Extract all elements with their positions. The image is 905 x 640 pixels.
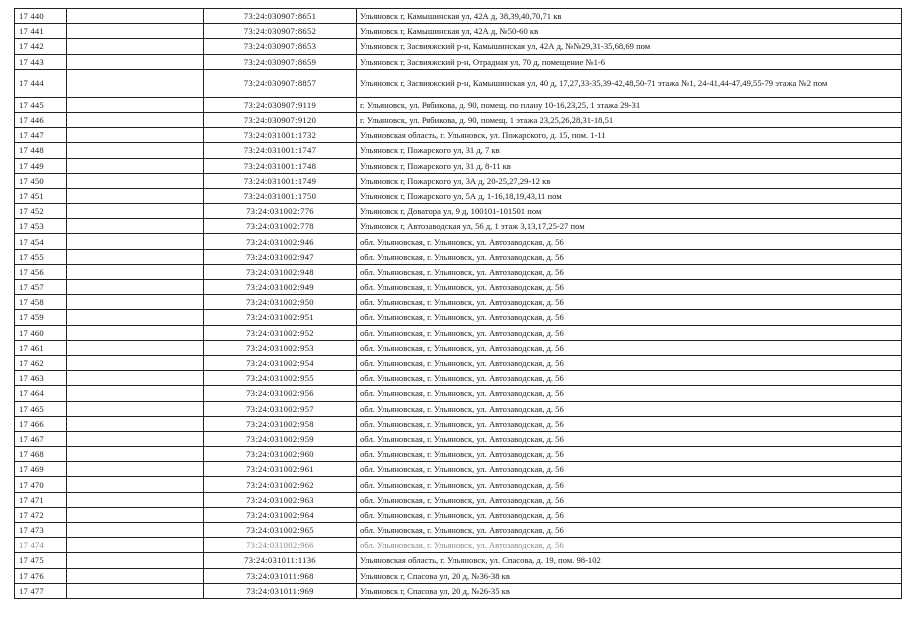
table-row <box>15 143 902 158</box>
table-row <box>15 204 902 219</box>
row-number-cell: 17 454 <box>15 234 67 249</box>
address-cell: Ульяновская область, г. Ульяновск, ул. Спасова, д. 19, пом. 98-102 <box>357 553 902 568</box>
cadastral-number-cell: 73:24:031001:1749 <box>204 173 357 188</box>
table-row <box>15 112 902 127</box>
cadastral-number-cell: 73:24:030907:8857 <box>204 69 357 97</box>
table-row <box>15 325 902 340</box>
empty-cell <box>67 219 204 234</box>
row-number-cell: 17 463 <box>15 371 67 386</box>
empty-cell <box>67 173 204 188</box>
row-number-cell: 17 441 <box>15 24 67 39</box>
table-row <box>15 234 902 249</box>
address-cell: обл. Ульяновская, г. Ульяновск, ул. Автозаводская, д. 56 <box>357 340 902 355</box>
cadastral-number-cell: 73:24:031001:1732 <box>204 128 357 143</box>
address-cell: Ульяновск г, Пожарского ул, 3А д, 20-25,27,29-12 кв <box>357 173 902 188</box>
empty-cell <box>67 295 204 310</box>
cadastral-number-cell: 73:24:030907:9120 <box>204 112 357 127</box>
cadastral-number-cell: 73:24:031001:1748 <box>204 158 357 173</box>
cadastral-number-cell: 73:24:031002:957 <box>204 401 357 416</box>
table-row <box>15 9 902 24</box>
cadastral-number-cell: 73:24:031011:1136 <box>204 553 357 568</box>
empty-cell <box>67 54 204 69</box>
empty-cell <box>67 158 204 173</box>
empty-cell <box>67 9 204 24</box>
cadastral-number-cell: 73:24:031001:1750 <box>204 188 357 203</box>
address-cell: обл. Ульяновская, г. Ульяновск, ул. Автозаводская, д. 56 <box>357 325 902 340</box>
row-number-cell: 17 476 <box>15 568 67 583</box>
table-row <box>15 173 902 188</box>
address-cell: Ульяновск г, Камышинская ул, 42А д, 38,39,40,70,71 кв <box>357 9 902 24</box>
cadastral-number-cell: 73:24:031002:958 <box>204 416 357 431</box>
table-row <box>15 97 902 112</box>
table-row <box>15 553 902 568</box>
address-cell: Ульяновск г, Автозаводская ул, 56 д, 1 этаж 3,13,17,25-27 пом <box>357 219 902 234</box>
cadastral-number-cell: 73:24:031002:966 <box>204 538 357 553</box>
empty-cell <box>67 492 204 507</box>
address-cell: обл. Ульяновская, г. Ульяновск, ул. Автозаводская, д. 56 <box>357 401 902 416</box>
cadastral-register-table <box>14 8 902 599</box>
address-cell: обл. Ульяновская, г. Ульяновск, ул. Автозаводская, д. 56 <box>357 477 902 492</box>
address-cell: г. Ульяновск, ул. Рябикова, д. 90, помещ. по плану 10-16,23,25, 1 этажа 29-31 <box>357 97 902 112</box>
address-cell: Ульяновская область, г. Ульяновск, ул. Пожарского, д. 15, пом. 1-11 <box>357 128 902 143</box>
table-row <box>15 462 902 477</box>
row-number-cell: 17 466 <box>15 416 67 431</box>
table-row <box>15 538 902 553</box>
cadastral-number-cell: 73:24:031011:968 <box>204 568 357 583</box>
row-number-cell: 17 470 <box>15 477 67 492</box>
empty-cell <box>67 477 204 492</box>
table-row <box>15 447 902 462</box>
row-number-cell: 17 449 <box>15 158 67 173</box>
cadastral-number-cell: 73:24:031002:960 <box>204 447 357 462</box>
row-number-cell: 17 469 <box>15 462 67 477</box>
register-sheet <box>14 8 902 599</box>
table-row <box>15 568 902 583</box>
table-row <box>15 371 902 386</box>
address-cell: обл. Ульяновская, г. Ульяновск, ул. Автозаводская, д. 56 <box>357 447 902 462</box>
cadastral-number-cell: 73:24:031002:778 <box>204 219 357 234</box>
cadastral-number-cell: 73:24:031002:947 <box>204 249 357 264</box>
address-cell: обл. Ульяновская, г. Ульяновск, ул. Автозаводская, д. 56 <box>357 416 902 431</box>
cadastral-number-cell: 73:24:031002:963 <box>204 492 357 507</box>
row-number-cell: 17 440 <box>15 9 67 24</box>
address-cell: обл. Ульяновская, г. Ульяновск, ул. Автозаводская, д. 56 <box>357 507 902 522</box>
empty-cell <box>67 568 204 583</box>
address-cell: обл. Ульяновская, г. Ульяновск, ул. Автозаводская, д. 56 <box>357 538 902 553</box>
row-number-cell: 17 442 <box>15 39 67 54</box>
address-cell: обл. Ульяновская, г. Ульяновск, ул. Автозаводская, д. 56 <box>357 310 902 325</box>
row-number-cell: 17 457 <box>15 280 67 295</box>
address-cell: обл. Ульяновская, г. Ульяновск, ул. Автозаводская, д. 56 <box>357 523 902 538</box>
row-number-cell: 17 453 <box>15 219 67 234</box>
table-row <box>15 264 902 279</box>
empty-cell <box>67 553 204 568</box>
address-cell: обл. Ульяновская, г. Ульяновск, ул. Автозаводская, д. 56 <box>357 295 902 310</box>
cadastral-number-cell: 73:24:031002:952 <box>204 325 357 340</box>
address-cell: Ульяновск г, Пожарского ул, 5А д, 1-16,18,19,43,11 пом <box>357 188 902 203</box>
empty-cell <box>67 401 204 416</box>
cadastral-number-cell: 73:24:030907:8652 <box>204 24 357 39</box>
table-row <box>15 128 902 143</box>
row-number-cell: 17 443 <box>15 54 67 69</box>
cadastral-number-cell: 73:24:030907:8659 <box>204 54 357 69</box>
empty-cell <box>67 462 204 477</box>
table-row <box>15 401 902 416</box>
cadastral-number-cell: 73:24:031002:946 <box>204 234 357 249</box>
table-row <box>15 386 902 401</box>
row-number-cell: 17 458 <box>15 295 67 310</box>
row-number-cell: 17 461 <box>15 340 67 355</box>
cadastral-number-cell: 73:24:031002:964 <box>204 507 357 522</box>
address-cell: Ульяновск г, Засвияжский р-н, Камышинская ул, 40 д, 17,27,33-35,39-42,48,50-71 этажа №1, 24-41,44-47,49,55-79 этажа №2 пом <box>357 69 902 97</box>
cadastral-number-cell: 73:24:031002:948 <box>204 264 357 279</box>
empty-cell <box>67 523 204 538</box>
empty-cell <box>67 340 204 355</box>
row-number-cell: 17 464 <box>15 386 67 401</box>
table-row <box>15 158 902 173</box>
address-cell: обл. Ульяновская, г. Ульяновск, ул. Автозаводская, д. 56 <box>357 234 902 249</box>
empty-cell <box>67 325 204 340</box>
address-cell: Ульяновск г, Пожарского ул, 31 д, 8-11 кв <box>357 158 902 173</box>
empty-cell <box>67 280 204 295</box>
register-table-body <box>15 9 902 599</box>
row-number-cell: 17 456 <box>15 264 67 279</box>
row-number-cell: 17 445 <box>15 97 67 112</box>
cadastral-number-cell: 73:24:030907:8653 <box>204 39 357 54</box>
address-cell: Ульяновск г, Засвияжский р-н, Отрадная ул, 70 д, помещение №1-6 <box>357 54 902 69</box>
cadastral-number-cell: 73:24:031002:955 <box>204 371 357 386</box>
address-cell: Ульяновск г, Засвияжский р-н, Камышинская ул, 42А д, №№29,31-35,68,69 пом <box>357 39 902 54</box>
empty-cell <box>67 143 204 158</box>
cadastral-number-cell: 73:24:031002:950 <box>204 295 357 310</box>
table-row <box>15 355 902 370</box>
row-number-cell: 17 477 <box>15 583 67 598</box>
cadastral-number-cell: 73:24:031002:956 <box>204 386 357 401</box>
row-number-cell: 17 468 <box>15 447 67 462</box>
row-number-cell: 17 472 <box>15 507 67 522</box>
row-number-cell: 17 460 <box>15 325 67 340</box>
row-number-cell: 17 444 <box>15 69 67 97</box>
table-row <box>15 69 902 97</box>
empty-cell <box>67 249 204 264</box>
cadastral-number-cell: 73:24:031002:949 <box>204 280 357 295</box>
address-cell: г. Ульяновск, ул. Рябикова, д. 90, помещ. 1 этажа 23,25,26,28,31-18,51 <box>357 112 902 127</box>
cadastral-number-cell: 73:24:031002:965 <box>204 523 357 538</box>
empty-cell <box>67 24 204 39</box>
empty-cell <box>67 264 204 279</box>
row-number-cell: 17 451 <box>15 188 67 203</box>
empty-cell <box>67 583 204 598</box>
row-number-cell: 17 474 <box>15 538 67 553</box>
empty-cell <box>67 431 204 446</box>
table-row <box>15 477 902 492</box>
table-row <box>15 219 902 234</box>
address-cell: обл. Ульяновская, г. Ульяновск, ул. Автозаводская, д. 56 <box>357 492 902 507</box>
table-row <box>15 583 902 598</box>
empty-cell <box>67 310 204 325</box>
empty-cell <box>67 416 204 431</box>
cadastral-number-cell: 73:24:031002:776 <box>204 204 357 219</box>
empty-cell <box>67 355 204 370</box>
empty-cell <box>67 128 204 143</box>
row-number-cell: 17 471 <box>15 492 67 507</box>
empty-cell <box>67 507 204 522</box>
table-row <box>15 188 902 203</box>
row-number-cell: 17 475 <box>15 553 67 568</box>
address-cell: обл. Ульяновская, г. Ульяновск, ул. Автозаводская, д. 56 <box>357 431 902 446</box>
row-number-cell: 17 455 <box>15 249 67 264</box>
address-cell: Ульяновск г, Пожарского ул, 31 д, 7 кв <box>357 143 902 158</box>
table-row <box>15 280 902 295</box>
table-row <box>15 249 902 264</box>
row-number-cell: 17 452 <box>15 204 67 219</box>
row-number-cell: 17 447 <box>15 128 67 143</box>
row-number-cell: 17 446 <box>15 112 67 127</box>
cadastral-number-cell: 73:24:031002:962 <box>204 477 357 492</box>
empty-cell <box>67 386 204 401</box>
address-cell: обл. Ульяновская, г. Ульяновск, ул. Автозаводская, д. 56 <box>357 386 902 401</box>
row-number-cell: 17 462 <box>15 355 67 370</box>
empty-cell <box>67 188 204 203</box>
empty-cell <box>67 204 204 219</box>
cadastral-number-cell: 73:24:031002:953 <box>204 340 357 355</box>
address-cell: обл. Ульяновская, г. Ульяновск, ул. Автозаводская, д. 56 <box>357 371 902 386</box>
row-number-cell: 17 473 <box>15 523 67 538</box>
table-row <box>15 24 902 39</box>
table-row <box>15 295 902 310</box>
cadastral-number-cell: 73:24:031002:954 <box>204 355 357 370</box>
address-cell: Ульяновск г, Спасова ул, 20 д, №36-38 кв <box>357 568 902 583</box>
cadastral-number-cell: 73:24:031002:959 <box>204 431 357 446</box>
table-row <box>15 492 902 507</box>
empty-cell <box>67 234 204 249</box>
table-row <box>15 523 902 538</box>
row-number-cell: 17 450 <box>15 173 67 188</box>
empty-cell <box>67 447 204 462</box>
table-row <box>15 310 902 325</box>
cadastral-number-cell: 73:24:030907:9119 <box>204 97 357 112</box>
table-row <box>15 54 902 69</box>
table-row <box>15 39 902 54</box>
empty-cell <box>67 97 204 112</box>
address-cell: обл. Ульяновская, г. Ульяновск, ул. Автозаводская, д. 56 <box>357 264 902 279</box>
cadastral-number-cell: 73:24:031002:961 <box>204 462 357 477</box>
empty-cell <box>67 39 204 54</box>
cadastral-number-cell: 73:24:031002:951 <box>204 310 357 325</box>
empty-cell <box>67 69 204 97</box>
row-number-cell: 17 465 <box>15 401 67 416</box>
cadastral-number-cell: 73:24:031011:969 <box>204 583 357 598</box>
address-cell: обл. Ульяновская, г. Ульяновск, ул. Автозаводская, д. 56 <box>357 249 902 264</box>
row-number-cell: 17 448 <box>15 143 67 158</box>
row-number-cell: 17 459 <box>15 310 67 325</box>
address-cell: Ульяновск г, Доватора ул, 9 д, 100101-101501 пом <box>357 204 902 219</box>
empty-cell <box>67 112 204 127</box>
cadastral-number-cell: 73:24:030907:8651 <box>204 9 357 24</box>
cadastral-number-cell: 73:24:031001:1747 <box>204 143 357 158</box>
table-row <box>15 431 902 446</box>
table-row <box>15 416 902 431</box>
table-row <box>15 340 902 355</box>
empty-cell <box>67 538 204 553</box>
address-cell: обл. Ульяновская, г. Ульяновск, ул. Автозаводская, д. 56 <box>357 355 902 370</box>
address-cell: Ульяновск г, Камышинская ул, 42А д, №50-60 кв <box>357 24 902 39</box>
table-row <box>15 507 902 522</box>
address-cell: обл. Ульяновская, г. Ульяновск, ул. Автозаводская, д. 56 <box>357 462 902 477</box>
address-cell: обл. Ульяновская, г. Ульяновск, ул. Автозаводская, д. 56 <box>357 280 902 295</box>
empty-cell <box>67 371 204 386</box>
address-cell: Ульяновск г, Спасова ул, 20 д, №26-35 кв <box>357 583 902 598</box>
row-number-cell: 17 467 <box>15 431 67 446</box>
